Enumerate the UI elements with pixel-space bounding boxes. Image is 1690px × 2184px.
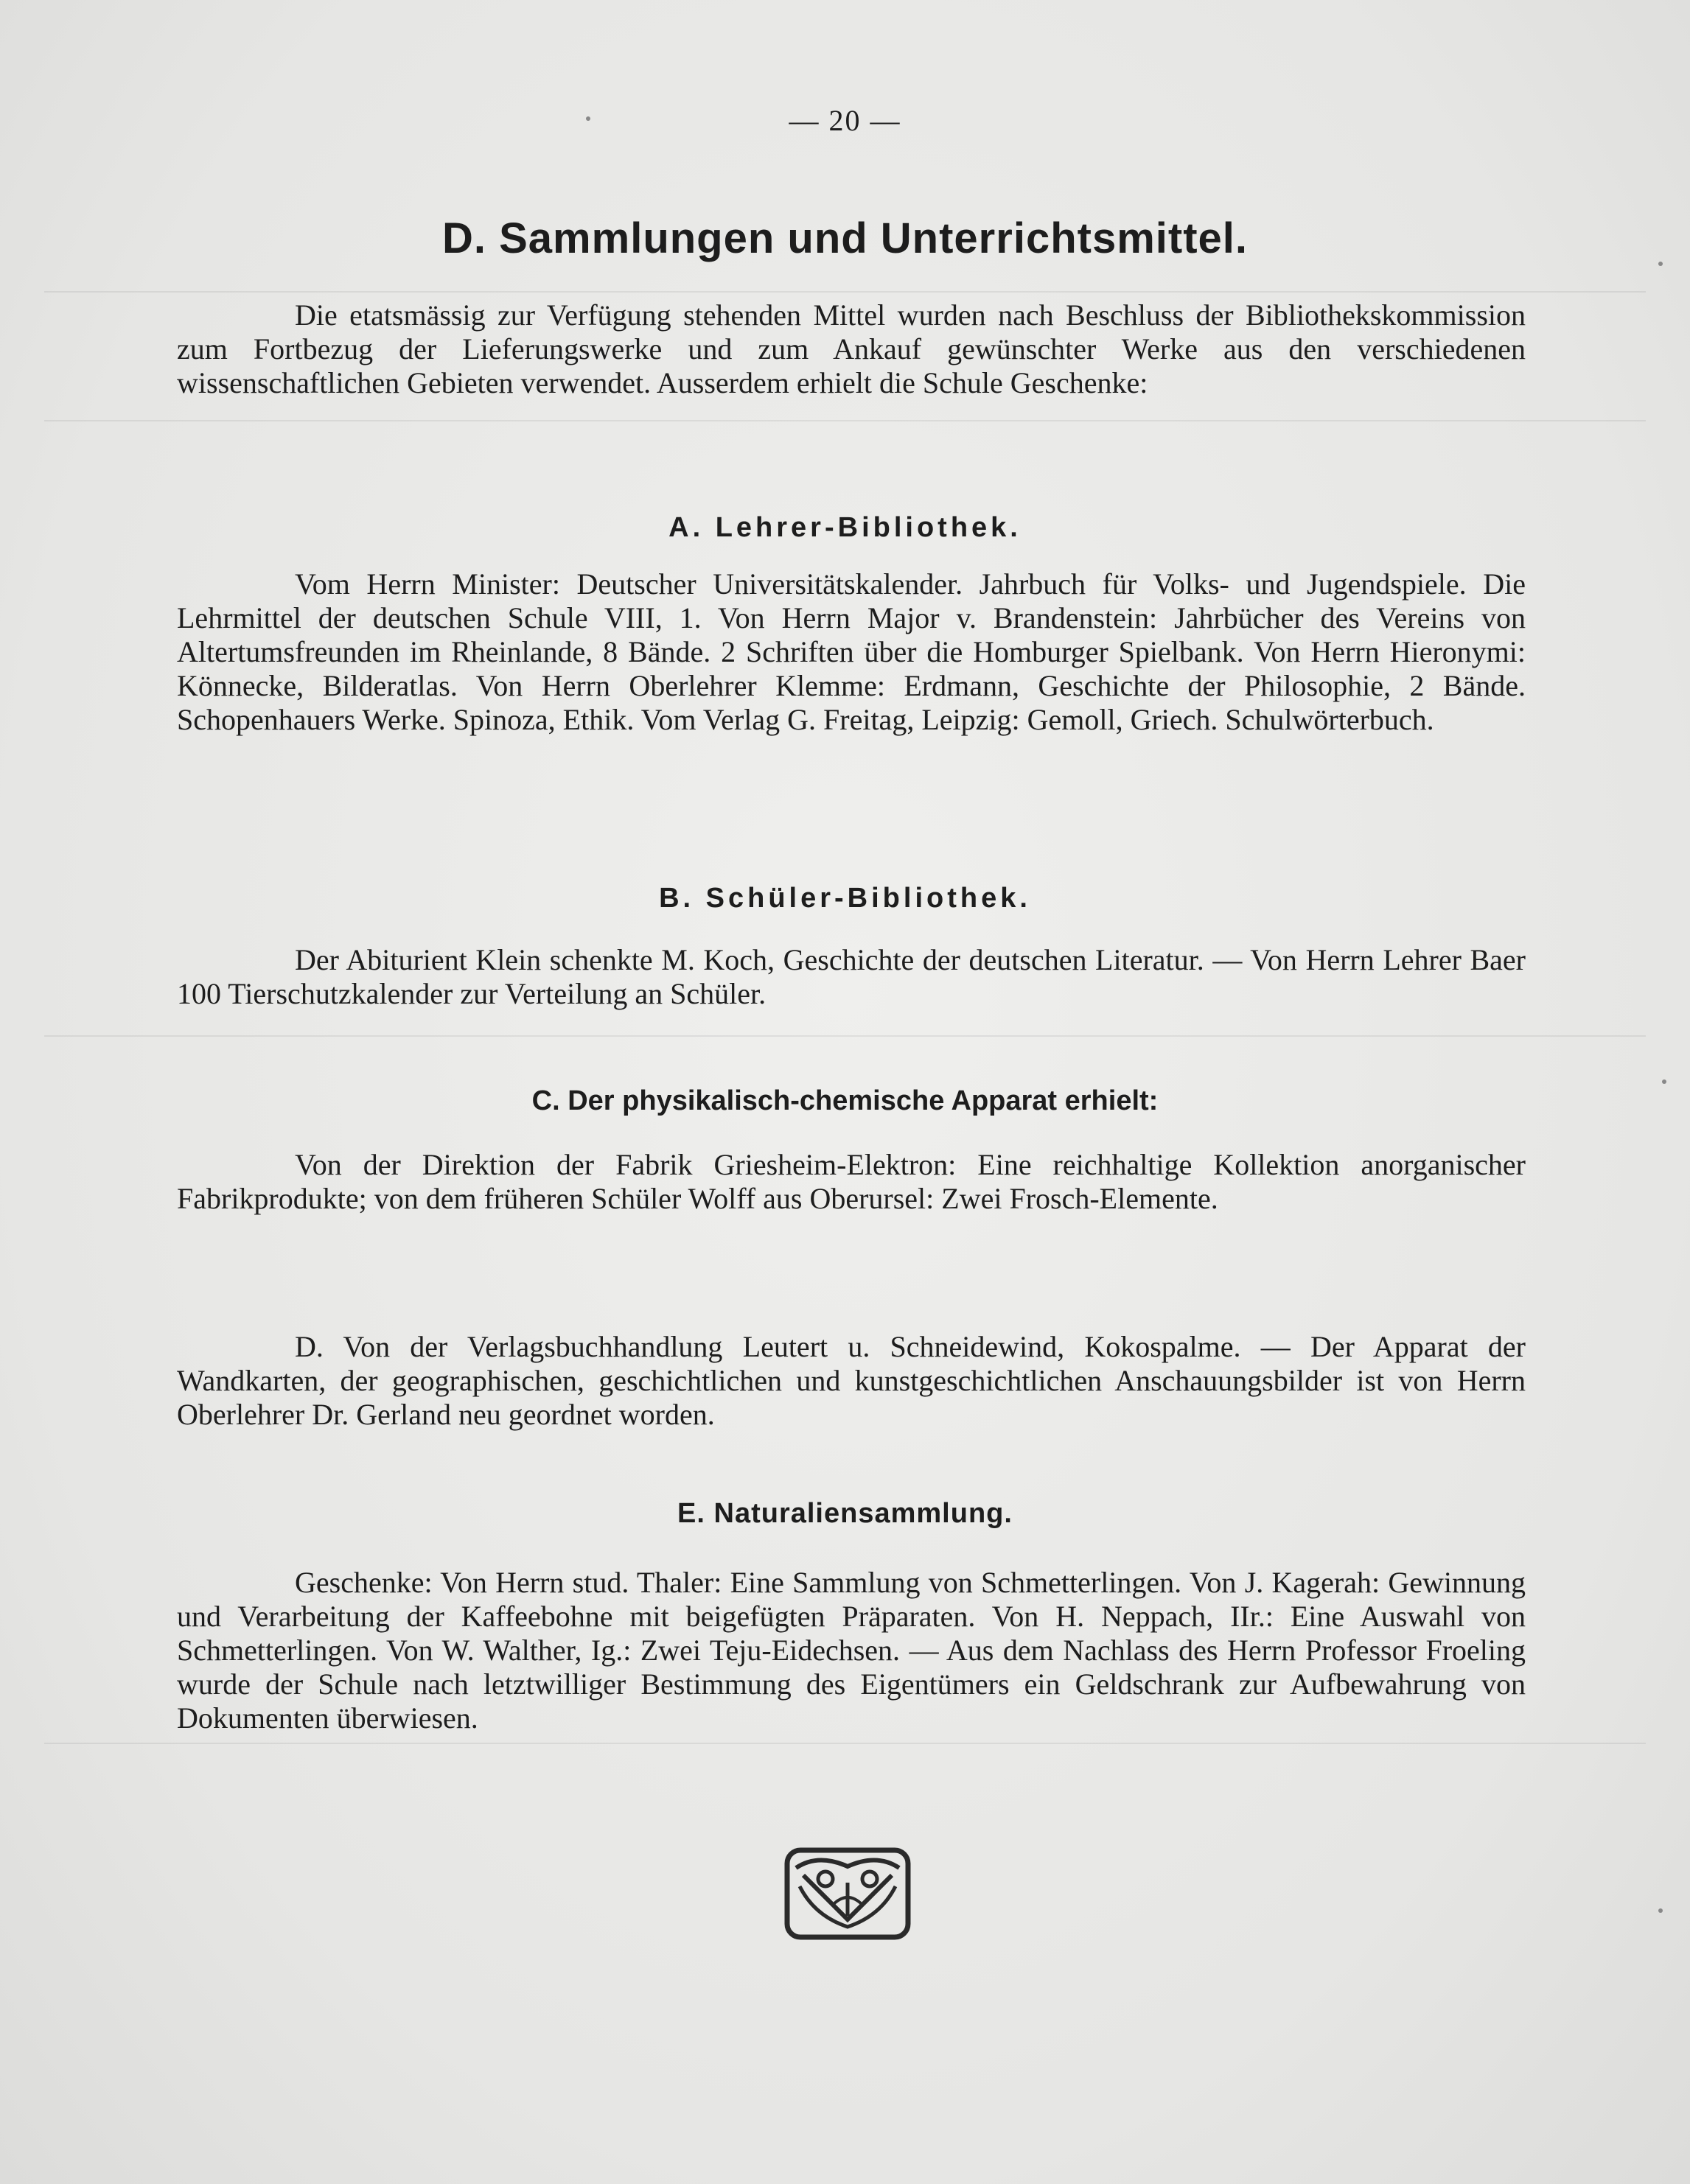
heading-lehrer-bibliothek: A. Lehrer-Bibliothek. — [668, 512, 1022, 543]
bleed-through-rule — [44, 420, 1646, 421]
scan-speck — [1658, 1908, 1663, 1913]
heading-naturaliensammlung: E. Naturaliensammlung. — [677, 1498, 1013, 1529]
page-number: — 20 — — [789, 104, 901, 137]
bleed-through-rule — [44, 1035, 1646, 1037]
section-title: D. Sammlungen und Unterrichtsmittel. — [442, 214, 1248, 262]
paragraph-wandkarten: D. Von der Verlagsbuchhandlung Leutert u. Schneidewind, Kokospalme. — Der Apparat der Wandkarten, der geographischen, geschichtlichen und kunstgeschichtlichen Anschauungsbilder ist von Herrn Oberlehrer Dr. Gerland neu geordnet worden. — [177, 1330, 1526, 1431]
heading-physikalisch-chemischer-apparat: C. Der physikalisch-chemische Apparat erhielt: — [531, 1085, 1159, 1116]
scan-speck — [1662, 1079, 1666, 1084]
heading-schueler-bibliothek: B. Schüler-Bibliothek. — [659, 883, 1031, 914]
intro-paragraph: Die etatsmässig zur Verfügung stehenden Mittel wurden nach Beschluss der Bibliothekskommission zum Fortbezug der Lieferungswerke und zum Ankauf gewünschter Werke aus den verschiedenen wissenschaftlichen Gebieten verwendet. Ausserdem erhielt die Schule Geschenke: — [177, 298, 1526, 399]
decorative-vignette — [781, 1846, 914, 1942]
bleed-through-rule — [44, 291, 1646, 293]
paragraph-lehrer-bibliothek: Vom Herrn Minister: Deutscher Universitätskalender. Jahrbuch für Volks- und Jugendspiele. Die Lehrmittel der deutschen Schule VIII, 1. Von Herrn Major v. Brandenstein: Jahrbücher des Vereins von Altertumsfreunden im Rheinlande, 8 Bände. 2 Schriften über die Homburger Spielbank. Von Herrn Hieronymi: Könnecke, Bilderatlas. Von Herrn Oberlehrer Klemme: Erdmann, Geschichte der Philosophie, 2 Bände. Schopenhauers Werke. Spinoza, Ethik. Vom Verlag G. Freitag, Leipzig: Gemoll, Griech. Schulwörterbuch. — [177, 567, 1526, 736]
bleed-through-rule — [44, 1743, 1646, 1744]
paragraph-physikalisch-chemischer-apparat: Von der Direktion der Fabrik Griesheim-Elektron: Eine reichhaltige Kollektion anorganischer Fabrikprodukte; von dem früheren Schüler Wolff aus Oberursel: Zwei Frosch-Elemente. — [177, 1148, 1526, 1215]
paragraph-naturaliensammlung: Geschenke: Von Herrn stud. Thaler: Eine Sammlung von Schmetterlingen. Von J. Kagerah: Gewinnung und Verarbeitung der Kaffeebohne mit beigefügten Präparaten. Von H. Neppach, IIr.: Eine Auswahl von Schmetterlingen. Von W. Walther, Ig.: Zwei Teju-Eidechsen. — Aus dem Nachlass des Herrn Professor Froeling wurde der Schule nach letztwilliger Bestimmung des Eigentümers ein Geldschrank zur Aufbewahrung von Dokumenten überwiesen. — [177, 1566, 1526, 1735]
paragraph-schueler-bibliothek: Der Abiturient Klein schenkte M. Koch, Geschichte der deutschen Literatur. — Von Herrn Lehrer Baer 100 Tierschutzkalender zur Verteilung an Schüler. — [177, 943, 1526, 1010]
